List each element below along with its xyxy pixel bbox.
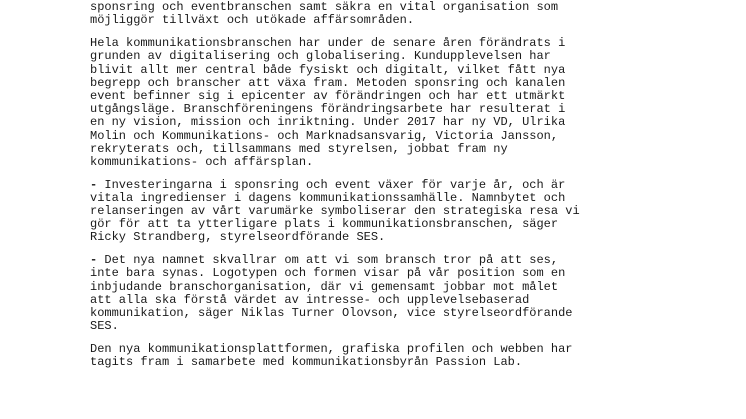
- text-line: möjliggör tillväxt och utökade affärsområden.: [90, 13, 415, 28]
- text-line: tagits fram i samarbete med kommunikationsbyrån Passion Lab.: [90, 355, 523, 370]
- text-line-content: Investeringarna i sponsring och event växer för varje år, och är: [97, 177, 566, 192]
- document-body: [90, 0, 650, 379]
- text-line: inbjudande branschorganisation, där vi gemensamt jobbar mot målet: [90, 279, 559, 294]
- text-line: [90, 179, 650, 192]
- text-line: inte bara synas. Logotypen och formen visar på vår position som en: [90, 266, 566, 281]
- text-line: Ricky Strandberg, styrelseordförande SES.: [90, 230, 386, 245]
- paragraph-industry-change: [90, 37, 650, 169]
- text-line: en ny vision, mission och inriktning. Under 2017 har ny VD, Ulrika: [90, 115, 566, 130]
- quote-dash: -: [90, 253, 98, 268]
- paragraph-quote-chairman: [90, 179, 650, 245]
- text-line: sponsring och eventbranschen samt säkra en vital organisation som: [90, 0, 559, 15]
- text-line: Hela kommunikationsbranschen har under de senare åren förändrats i: [90, 36, 566, 51]
- paragraph-closing: [90, 343, 650, 369]
- text-line: event befinner sig i epicenter av förändringen och har ett utmärkt: [90, 88, 566, 103]
- text-line: kommunikations- och affärsplan.: [90, 154, 314, 169]
- text-line: Molin och Kommunikations- och Marknadsansvarig, Victoria Jansson,: [90, 128, 559, 143]
- text-line: grunden av digitalisering och globalisering. Kundupplevelsen har: [90, 49, 551, 64]
- text-line: Den nya kommunikationsplattformen, grafiska profilen och webben har: [90, 341, 573, 356]
- text-line: blivit allt mer central både fysiskt och digitalt, vilket fått nya: [90, 62, 566, 77]
- text-line: utgångsläge. Branschföreningens förändringsarbete har resulterat i: [90, 102, 566, 117]
- quote-dash: -: [90, 177, 98, 192]
- text-line: kommunikation, säger Niklas Turner Olovson, vice styrelseordförande: [90, 305, 573, 320]
- paragraph-intro: [90, 0, 650, 28]
- paragraph-quote-vice-chairman: [90, 254, 650, 333]
- text-line: att alla ska förstå värdet av intresse- och upplevelsebaserad: [90, 292, 530, 307]
- text-line: SES.: [90, 319, 119, 334]
- text-line: vitala ingredienser i dagens kommunikationssamhälle. Namnbytet och: [90, 190, 566, 205]
- text-line-content: Det nya namnet skvallrar om att vi som bransch tror på att ses,: [97, 253, 559, 268]
- text-line: relanseringen av vårt varumärke symboliserar den strategiska resa vi: [90, 204, 580, 219]
- text-line: gör för att ta ytterligare plats i kommunikationsbranschen, säger: [90, 217, 559, 232]
- text-line: rekryterats och, tillsammans med styrelsen, jobbat fram ny: [90, 141, 508, 156]
- text-line: begrepp och branscher att växa fram. Metoden sponsring och kanalen: [90, 75, 566, 90]
